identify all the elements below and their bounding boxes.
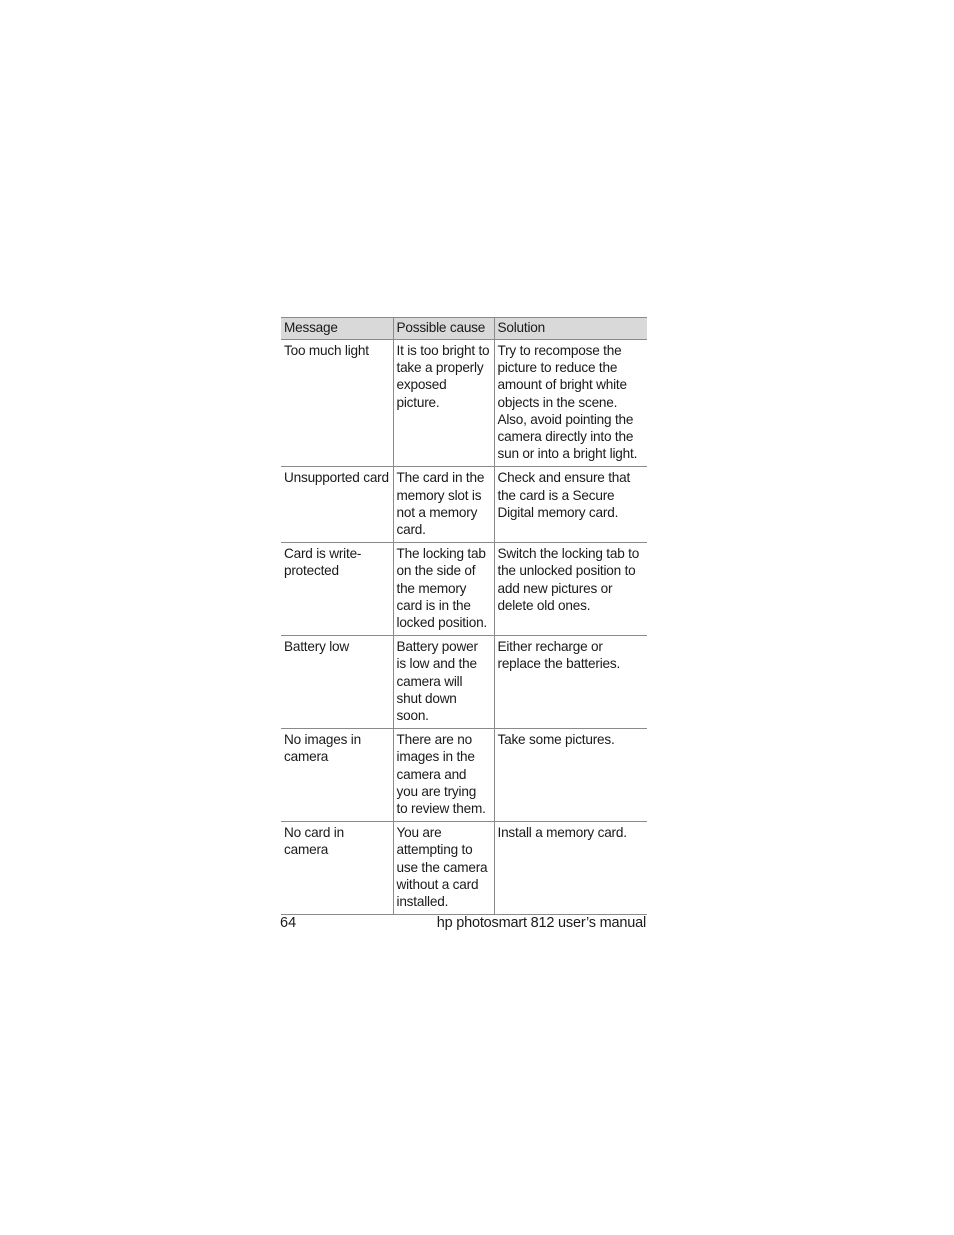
solution-cell: Either recharge or replace the batteries. [494,636,647,729]
cause-cell: Battery power is low and the camera will shut down soon. [393,636,494,729]
solution-cell: Install a memory card. [494,822,647,915]
message-cell: Card is write-protected [281,543,393,636]
solution-cell: Try to recompose the picture to reduce the amount of bright white objects in the scene. Also, avoid pointing the camera directly into the sun or into a bright light. [494,340,647,467]
solution-cell: Switch the locking tab to the unlocked position to add new pictures or delete old ones. [494,543,647,636]
table-header-row [281,318,647,340]
header-possible-cause: Possible cause [393,318,494,340]
solution-cell: Take some pictures. [494,729,647,822]
message-cell: No card in camera [281,822,393,915]
message-cell: No images in camera [281,729,393,822]
message-cell: Unsupported card [281,467,393,543]
table-row [281,467,647,543]
message-cell: Battery low [281,636,393,729]
cause-cell: The locking tab on the side of the memory card is in the locked position. [393,543,494,636]
header-message: Message [281,318,393,340]
table-row [281,822,647,915]
table-row [281,543,647,636]
cause-cell: There are no images in the camera and you are trying to review them. [393,729,494,822]
table-row [281,340,647,467]
table-row [281,729,647,822]
manual-title: hp photosmart 812 user’s manual [436,915,646,931]
table-row [281,636,647,729]
cause-cell: The card in the memory slot is not a memory card. [393,467,494,543]
cause-cell: You are attempting to use the camera without a card installed. [393,822,494,915]
page-number: 64 [280,915,297,931]
error-message-table [281,317,647,915]
solution-cell: Check and ensure that the card is a Secure Digital memory card. [494,467,647,543]
cause-cell: It is too bright to take a properly exposed picture. [393,340,494,467]
message-cell: Too much light [281,340,393,467]
header-solution: Solution [494,318,647,340]
